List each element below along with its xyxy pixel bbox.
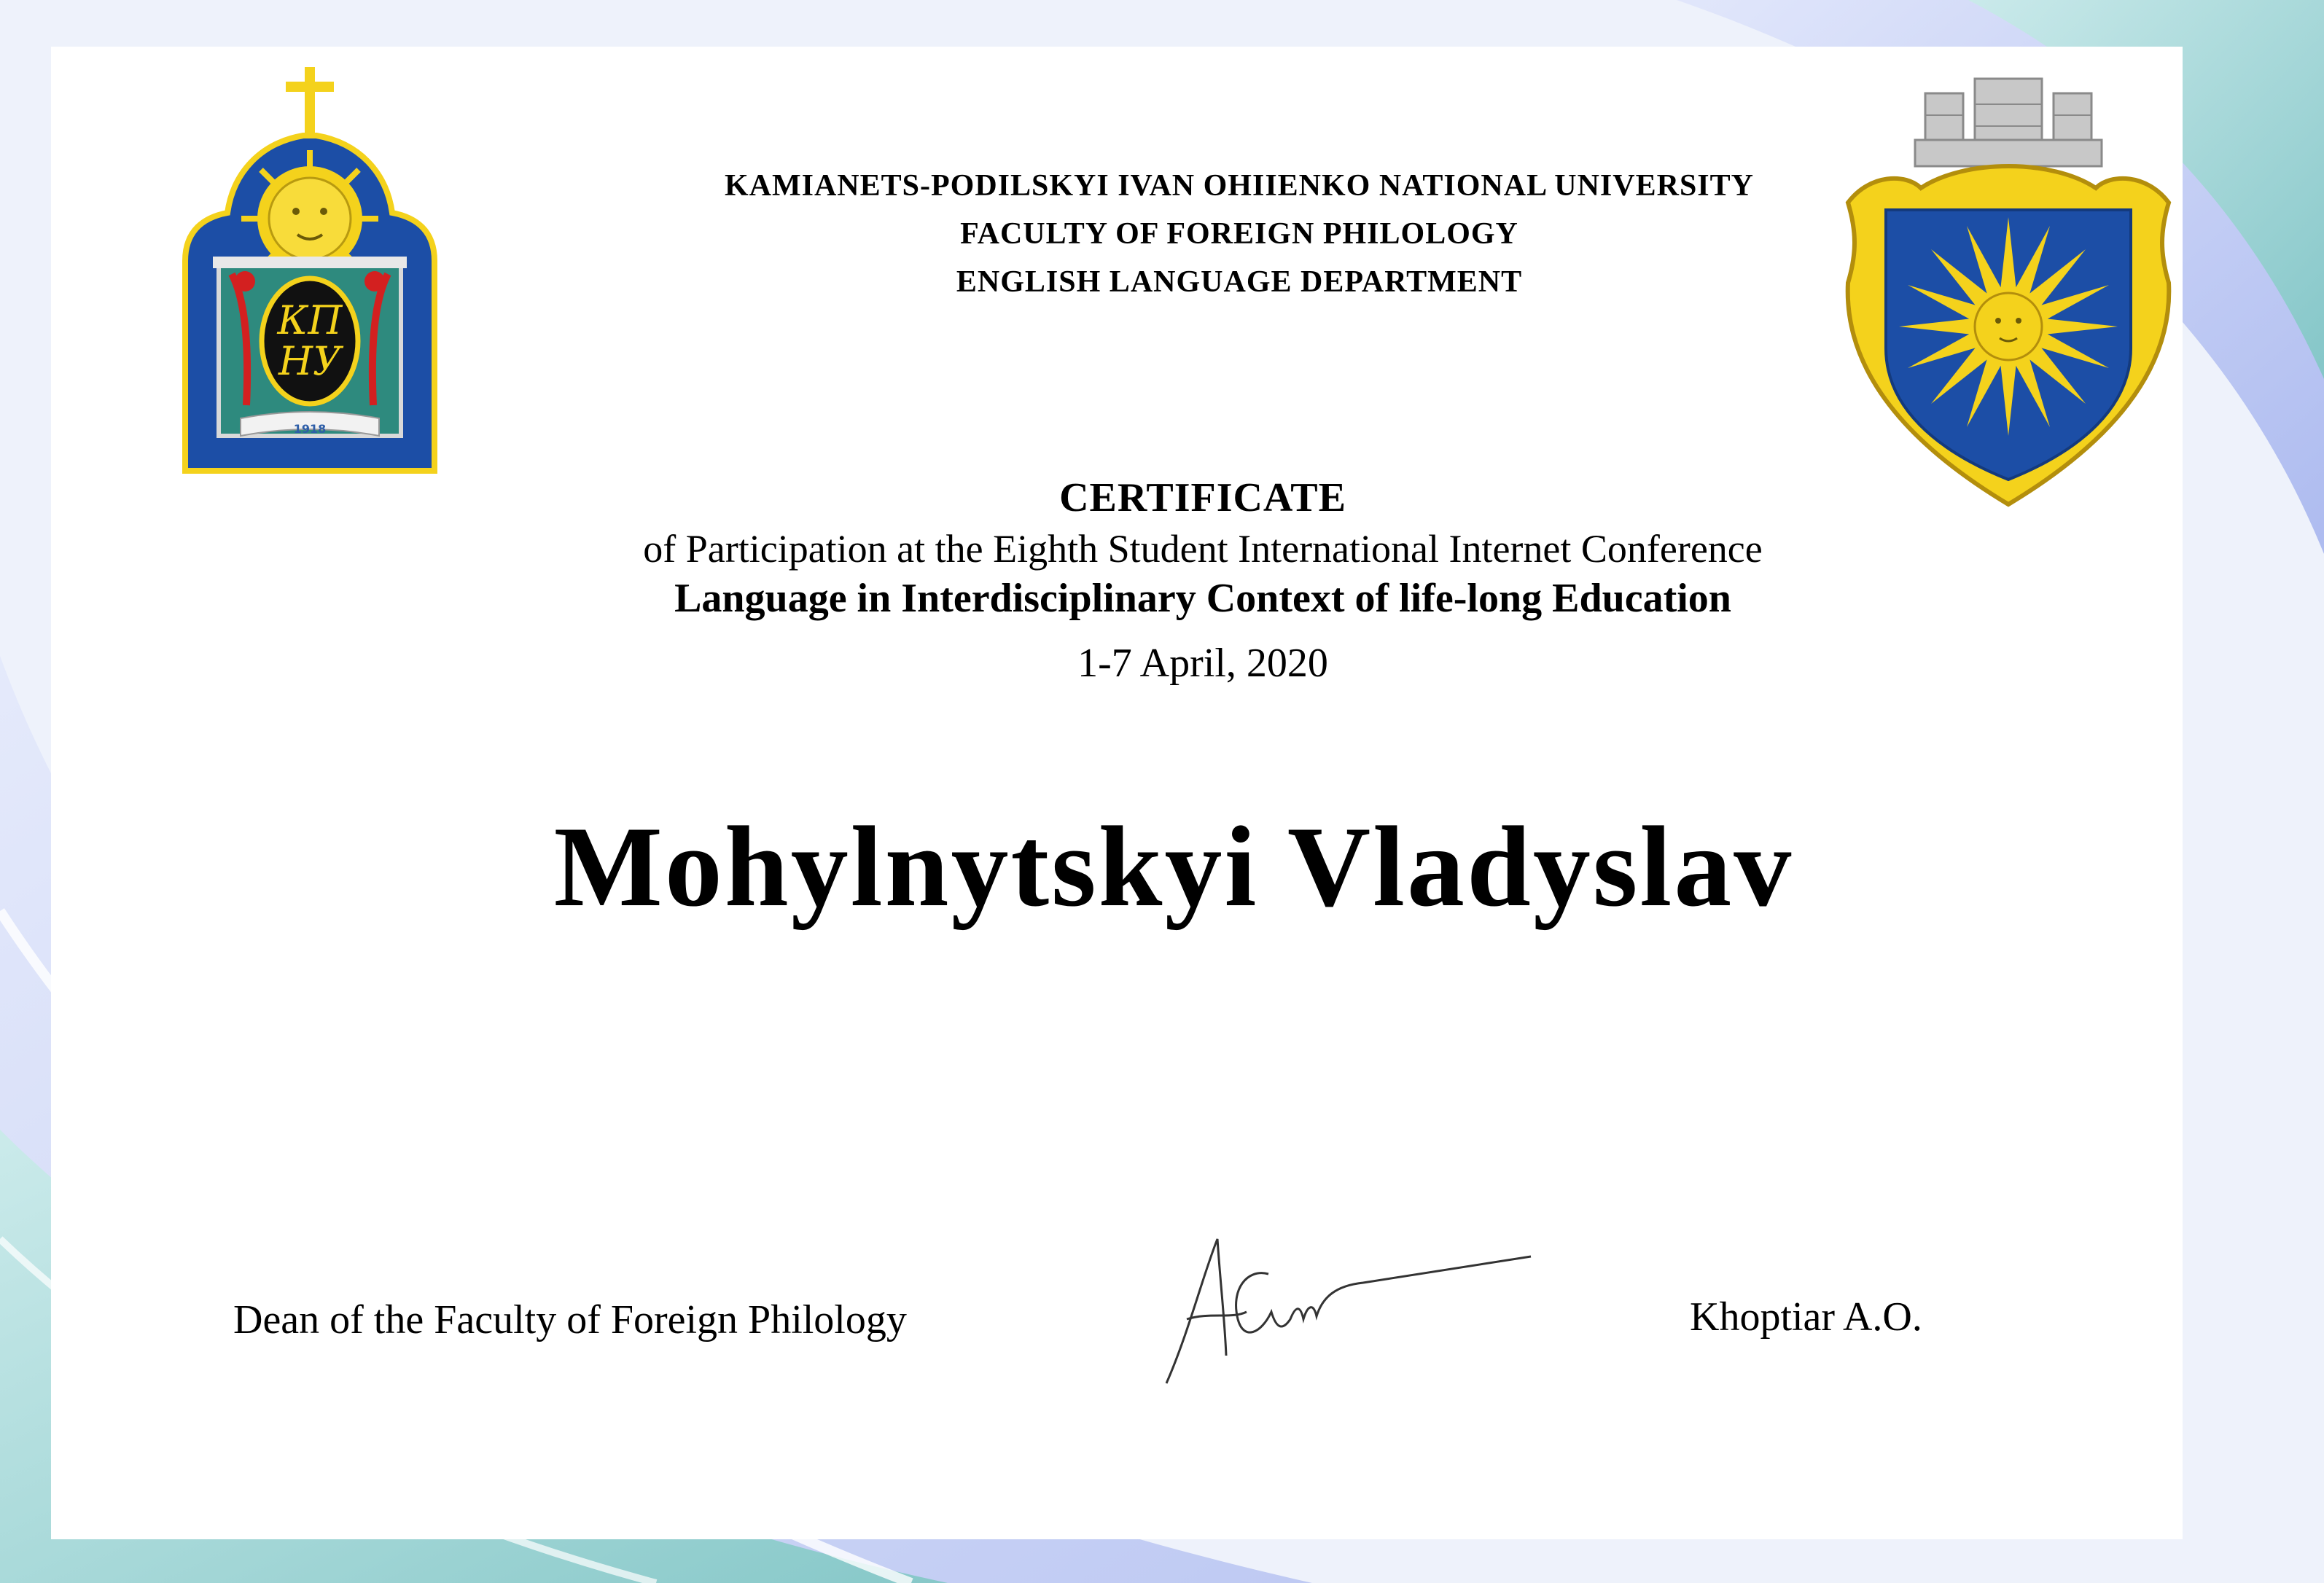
- university-emblem-icon: [175, 63, 445, 478]
- certificate-subtitle: of Participation at the Eighth Student International Internet Conference: [643, 527, 1763, 571]
- institution-header: [525, 162, 1954, 306]
- department-name: ENGLISH LANGUAGE DEPARTMENT: [956, 265, 1523, 299]
- emblem-monogram-bottom: НУ: [278, 338, 342, 384]
- recipient-name: Mohylnytskyi Vladyslav: [553, 803, 1794, 931]
- emblem-monogram-top: КП: [277, 297, 343, 343]
- faculty-name: FACULTY OF FOREIGN PHILOLOGY: [960, 217, 1518, 251]
- university-name: KAMIANETS-PODILSKYI IVAN OHIIENKO NATIONAL UNIVERSITY: [724, 169, 1755, 203]
- dean-position: Dean of the Faculty of Foreign Philology: [233, 1297, 907, 1342]
- conference-date: 1-7 April, 2020: [1077, 641, 1328, 686]
- emblem-year: 1918: [293, 422, 327, 436]
- signer-name: Khoptiar A.O.: [1690, 1294, 1922, 1340]
- certificate-title: CERTIFICATE: [1059, 475, 1346, 520]
- conference-name: Language in Interdisciplinary Context of life-long Education: [674, 576, 1731, 621]
- signature-icon: [1145, 1210, 1553, 1399]
